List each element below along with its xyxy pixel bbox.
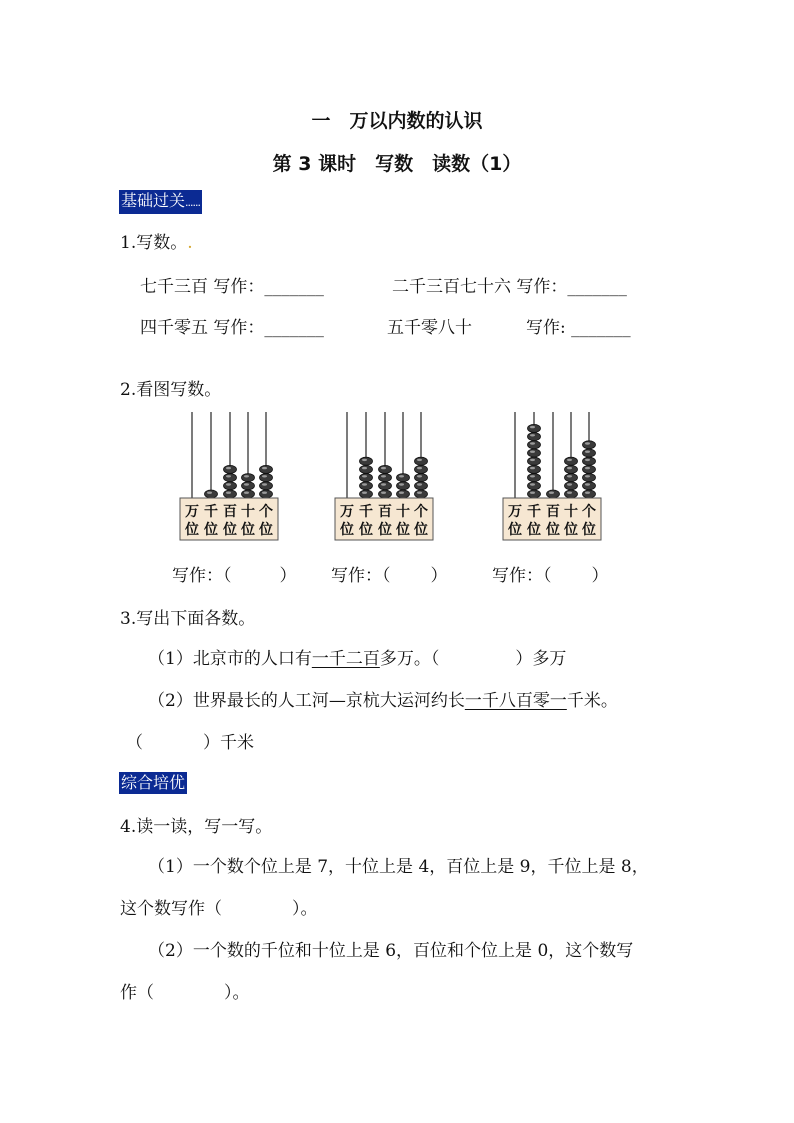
abacus-bead [397,482,410,490]
abacus-place-label: 位 [508,522,522,538]
abacus-bead [397,474,410,482]
q4-part-2-line-2 [120,982,250,1004]
abacus-bead-highlight [585,442,590,444]
abacus-1-write-close: ） [279,566,297,586]
q1-item-2-blank[interactable]: _______ [567,277,627,297]
abacus-place-label: 位 [204,522,218,538]
q4-part-1-pre: 这个数写作（ [120,899,222,919]
abacus-place-label: 百 [378,504,392,520]
q4-part-1-line-2 [120,898,318,920]
abacus-bead-highlight [417,492,422,494]
abacus-bead-highlight [530,451,535,453]
decorative-dot: . [187,233,193,253]
abacus-bead [260,465,273,473]
abacus-bead-highlight [530,492,535,494]
abacus-bead [528,424,541,432]
question-4-title: 4.读一读，写一写。 [120,817,273,837]
q1-item-1 [140,276,324,298]
abacus-bead [379,474,392,482]
abacus-3-write-label: 写作：（ [492,566,552,586]
abacus-place-label: 位 [340,522,354,538]
abacus-bead [224,490,237,498]
abacus-bead [260,482,273,490]
abacus-bead [528,490,541,498]
question-1-title [120,232,193,254]
abacus-bead [583,449,596,457]
abacus-bead [565,482,578,490]
abacus-bead-highlight [530,475,535,477]
lesson-title: 第 3 课时 写数 读数（1） [272,153,522,175]
abacus-bead-highlight [362,459,367,461]
q1-item-1-blank[interactable]: _______ [264,277,324,297]
q3-part-2 [148,690,618,712]
abacus-place-label: 位 [241,522,255,538]
abacus-place-label: 位 [223,522,237,538]
abacus-bead-highlight [399,483,404,485]
abacus-bead-highlight [226,492,231,494]
abacus-bead [583,457,596,465]
abacus-place-label: 十 [396,504,410,520]
abacus-place-label: 位 [185,522,199,538]
abacus-bead-highlight [381,467,386,469]
abacus-bead-highlight [530,434,535,436]
abacus-bead-highlight [399,492,404,494]
q1-item-4-write [526,317,631,339]
abacus-place-label: 位 [564,522,578,538]
abacus-bead-highlight [585,475,590,477]
abacus-place-label: 百 [546,504,560,520]
abacus-2-write-close: ） [430,566,448,586]
abacus-bead-highlight [362,483,367,485]
abacus-bead-highlight [381,475,386,477]
abacus-place-label: 位 [546,522,560,538]
abacus-bead-highlight [244,492,249,494]
abacus-bead [360,457,373,465]
abacus-3 [503,410,603,540]
abacus-place-label: 个 [259,504,273,520]
q1-item-4-blank[interactable]: _______ [571,318,631,338]
abacus-bead-highlight [226,467,231,469]
abacus-place-label: 个 [414,504,428,520]
q4-part-1-line-1: （1）一个数个位上是 7，十位上是 4，百位上是 9，千位上是 8， [148,857,649,877]
abacus-bead-highlight [262,475,267,477]
abacus-bead [224,465,237,473]
abacus-bead [583,490,596,498]
abacus-bead [547,490,560,498]
question-2-title: 2.看图写数。 [120,380,222,400]
abacus-bead [565,474,578,482]
abacus-bead-highlight [585,483,590,485]
abacus-bead-highlight [567,459,572,461]
abacus-bead [565,457,578,465]
abacus-bead-highlight [530,467,535,469]
abacus-bead-highlight [207,492,212,494]
abacus-place-label: 位 [527,522,541,538]
section-badge-basic-tail: ...... [185,196,200,209]
abacus-bead-highlight [530,426,535,428]
abacus-place-label: 千 [527,504,541,520]
abacus-bead [415,482,428,490]
unit-title: 一 万以内数的认识 [311,110,483,132]
abacus-bead [397,490,410,498]
abacus-bead-highlight [226,475,231,477]
abacus-bead-highlight [244,483,249,485]
abacus-bead [360,482,373,490]
abacus-bead-highlight [381,483,386,485]
abacus-bead-highlight [530,483,535,485]
abacus-bead [205,490,218,498]
abacus-place-label: 十 [241,504,255,520]
abacus-bead-highlight [585,451,590,453]
abacus-place-label: 个 [582,504,596,520]
abacus-bead [583,482,596,490]
abacus-bead [583,441,596,449]
abacus-bead-highlight [362,475,367,477]
abacus-bead [260,474,273,482]
abacus-bead [528,474,541,482]
abacus-bead-highlight [530,459,535,461]
q1-item-3-label: 四千零五 写作： [140,318,265,338]
q1-item-3 [140,317,324,339]
abacus-bead [528,449,541,457]
abacus-bead [360,490,373,498]
abacus-bead-highlight [417,459,422,461]
abacus-bead-highlight [585,492,590,494]
q1-item-4-label2: 写作: [526,318,572,338]
abacus-place-label: 千 [359,504,373,520]
q3-part-1 [148,648,566,670]
abacus-bead [415,465,428,473]
abacus-place-label: 位 [396,522,410,538]
abacus-place-label: 万 [340,504,354,520]
abacus-bead [242,474,255,482]
abacus-place-label: 位 [378,522,392,538]
abacus-bead [379,482,392,490]
abacus-bead-highlight [262,483,267,485]
abacus-bead [565,465,578,473]
abacus-3-answer [492,565,609,587]
q3-part-2-close: ）千米 [203,733,254,753]
abacus-bead-highlight [262,467,267,469]
abacus-bead-highlight [417,467,422,469]
abacus-bead-highlight [567,492,572,494]
abacus-bead [583,474,596,482]
abacus-bead [260,490,273,498]
abacus-bead [583,465,596,473]
abacus-3-write-close: ） [591,566,609,586]
q3-part-1-pre: （1）北京市的人口有 [148,649,312,669]
abacus-bead [528,482,541,490]
q3-part-2-open: （ [126,733,143,753]
abacus-place-label: 位 [359,522,373,538]
q4-part-1-post: ）。 [292,899,318,919]
q4-part-2-line-1: （2）一个数的千位和十位上是 6，百位和个位上是 0，这个数写 [148,941,634,961]
abacus-place-label: 千 [204,504,218,520]
abacus-bead [415,457,428,465]
q1-item-2-label: 二千三百七十六 写作： [392,277,568,297]
abacus-bead-highlight [417,483,422,485]
abacus-bead-highlight [567,483,572,485]
section-badge-basic-label: 基础过关 [121,191,186,210]
abacus-bead-highlight [226,483,231,485]
q3-part-2-underlined: 一千八百零一 [464,691,567,711]
abacus-bead-highlight [244,475,249,477]
q3-part-2-post: 千米。 [566,691,618,711]
abacus-2-answer [331,565,448,587]
abacus-bead-highlight [417,475,422,477]
q1-item-1-label: 七千三百 写作： [140,277,265,297]
abacus-bead-highlight [530,442,535,444]
abacus-1-answer [172,565,297,587]
abacus-place-label: 百 [223,504,237,520]
q1-item-4-label: 五千零八十 [387,318,472,338]
q3-part-1-underlined: 一千二百 [311,649,380,669]
q4-part-2-pre: 作（ [120,983,154,1003]
abacus-bead [224,474,237,482]
abacus-bead-highlight [362,492,367,494]
abacus-bead-highlight [399,475,404,477]
q1-item-2 [392,276,627,298]
q1-item-3-blank[interactable]: _______ [264,318,324,338]
abacus-bead [528,457,541,465]
abacus-place-label: 位 [259,522,273,538]
abacus-2 [335,410,435,540]
abacus-bead [242,490,255,498]
abacus-bead-highlight [585,467,590,469]
abacus-bead [360,474,373,482]
question-3-title: 3.写出下面各数。 [120,609,256,629]
section-badge-basic [119,190,202,214]
abacus-bead-highlight [262,492,267,494]
q3-part-2-pre: （2）世界最长的人工河—京杭大运河约长 [148,691,465,711]
abacus-bead-highlight [362,467,367,469]
abacus-bead [528,441,541,449]
abacus-bead [379,465,392,473]
abacus-bead [360,465,373,473]
q3-part-1-end: ）多万 [515,649,567,669]
abacus-place-label: 万 [185,504,199,520]
abacus-bead [528,465,541,473]
abacus-2-write-label: 写作：（ [331,566,391,586]
abacus-place-label: 十 [564,504,578,520]
question-1-title-text: 1.写数。 [120,233,188,253]
abacus-bead [379,490,392,498]
abacus-bead [415,490,428,498]
abacus-1 [180,410,280,540]
section-badge-advanced: 综合培优 [121,773,186,792]
abacus-bead-highlight [549,492,554,494]
abacus-bead [528,433,541,441]
abacus-bead [565,490,578,498]
q4-part-2-post: ）。 [224,983,250,1003]
abacus-place-label: 位 [582,522,596,538]
abacus-bead-highlight [567,475,572,477]
abacus-bead-highlight [585,459,590,461]
abacus-bead [242,482,255,490]
abacus-place-label: 位 [414,522,428,538]
q3-part-1-post: 多万。（ [379,649,440,669]
abacus-bead-highlight [381,492,386,494]
abacus-bead-highlight [567,467,572,469]
abacus-1-write-label: 写作：（ [172,566,232,586]
abacus-bead [415,474,428,482]
abacus-place-label: 万 [508,504,522,520]
abacus-bead [224,482,237,490]
q3-part-2-answer [126,732,254,754]
